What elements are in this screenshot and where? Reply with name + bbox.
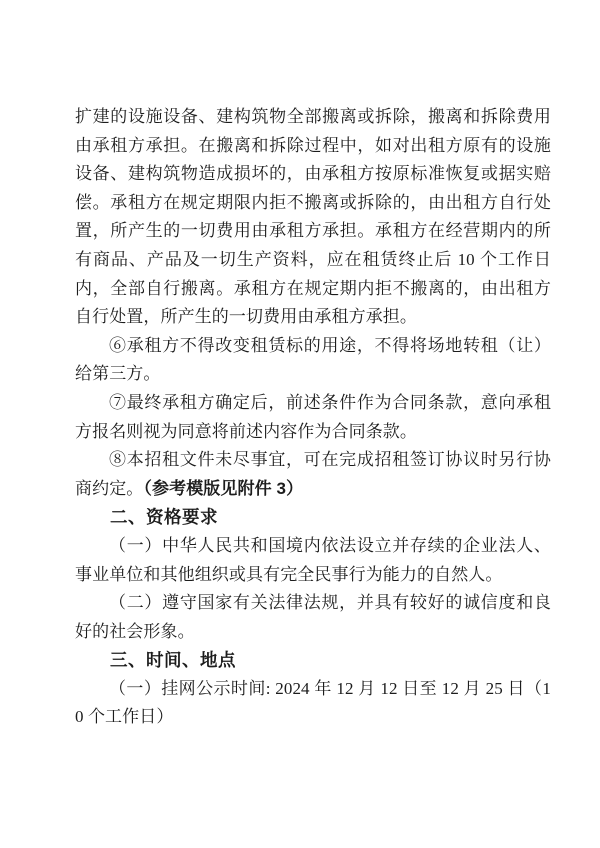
paragraph-text: ⑥承租方不得改变租赁标的用途，不得将场地转租（让）给第三方。	[75, 335, 551, 384]
paragraph-text: 扩建的设施设备、建构筑物全部搬离或拆除，搬离和拆除费用由承租方承担。在搬离和拆除过程中，如对出租方原有的设施设备、建构筑物造成损坏的，由承租方按原标准恢复或据实赔偿。承租方在规定期限内拒不搬离或拆除的，由出租方自行处置，所产生的一切费用由承租方承担。承租方在经营期内的所有商品、产品及一切生产资料，应在租赁终止后 10 个工作日内，全部自行搬离。承租方在规定期内拒不搬离的，由出租方自行处置，所产生的一切费用由承租方承担。	[75, 107, 551, 327]
paragraph-text: （二）遵守国家有关法律法规，并具有较好的诚信度和良好的社会形象。	[75, 593, 551, 641]
paragraph-text: ⑧本招租文件未尽事宜，可在完成招租签订协议时另行协商约定。	[75, 450, 551, 498]
paragraph	[75, 675, 551, 732]
paragraph-text: （一）挂网公示时间: 2024 年 12 月 12 日至 12 月 25 日（10 个工作日）	[75, 678, 551, 727]
paragraph	[75, 332, 551, 389]
bold-note-text: （参考模版见附件 3）	[143, 478, 304, 498]
paragraph	[75, 446, 551, 503]
section-heading	[75, 503, 551, 532]
paragraph	[75, 103, 551, 332]
paragraph-text: （一）中华人民共和国境内依法设立并存续的企业法人、事业单位和其他组织或具有完全民事行为能力的自然人。	[75, 535, 551, 584]
paragraph	[75, 532, 551, 589]
paragraph-text: ⑦最终承租方确定后，前述条件作为合同条款，意向承租方报名则视为同意将前述内容作为合同条款。	[75, 392, 551, 441]
section-heading-text: 二、资格要求	[110, 507, 218, 528]
paragraph	[75, 389, 551, 446]
paragraph	[75, 589, 551, 646]
document-body	[75, 103, 551, 732]
section-heading	[75, 646, 551, 675]
section-heading-text: 三、时间、地点	[110, 650, 236, 671]
